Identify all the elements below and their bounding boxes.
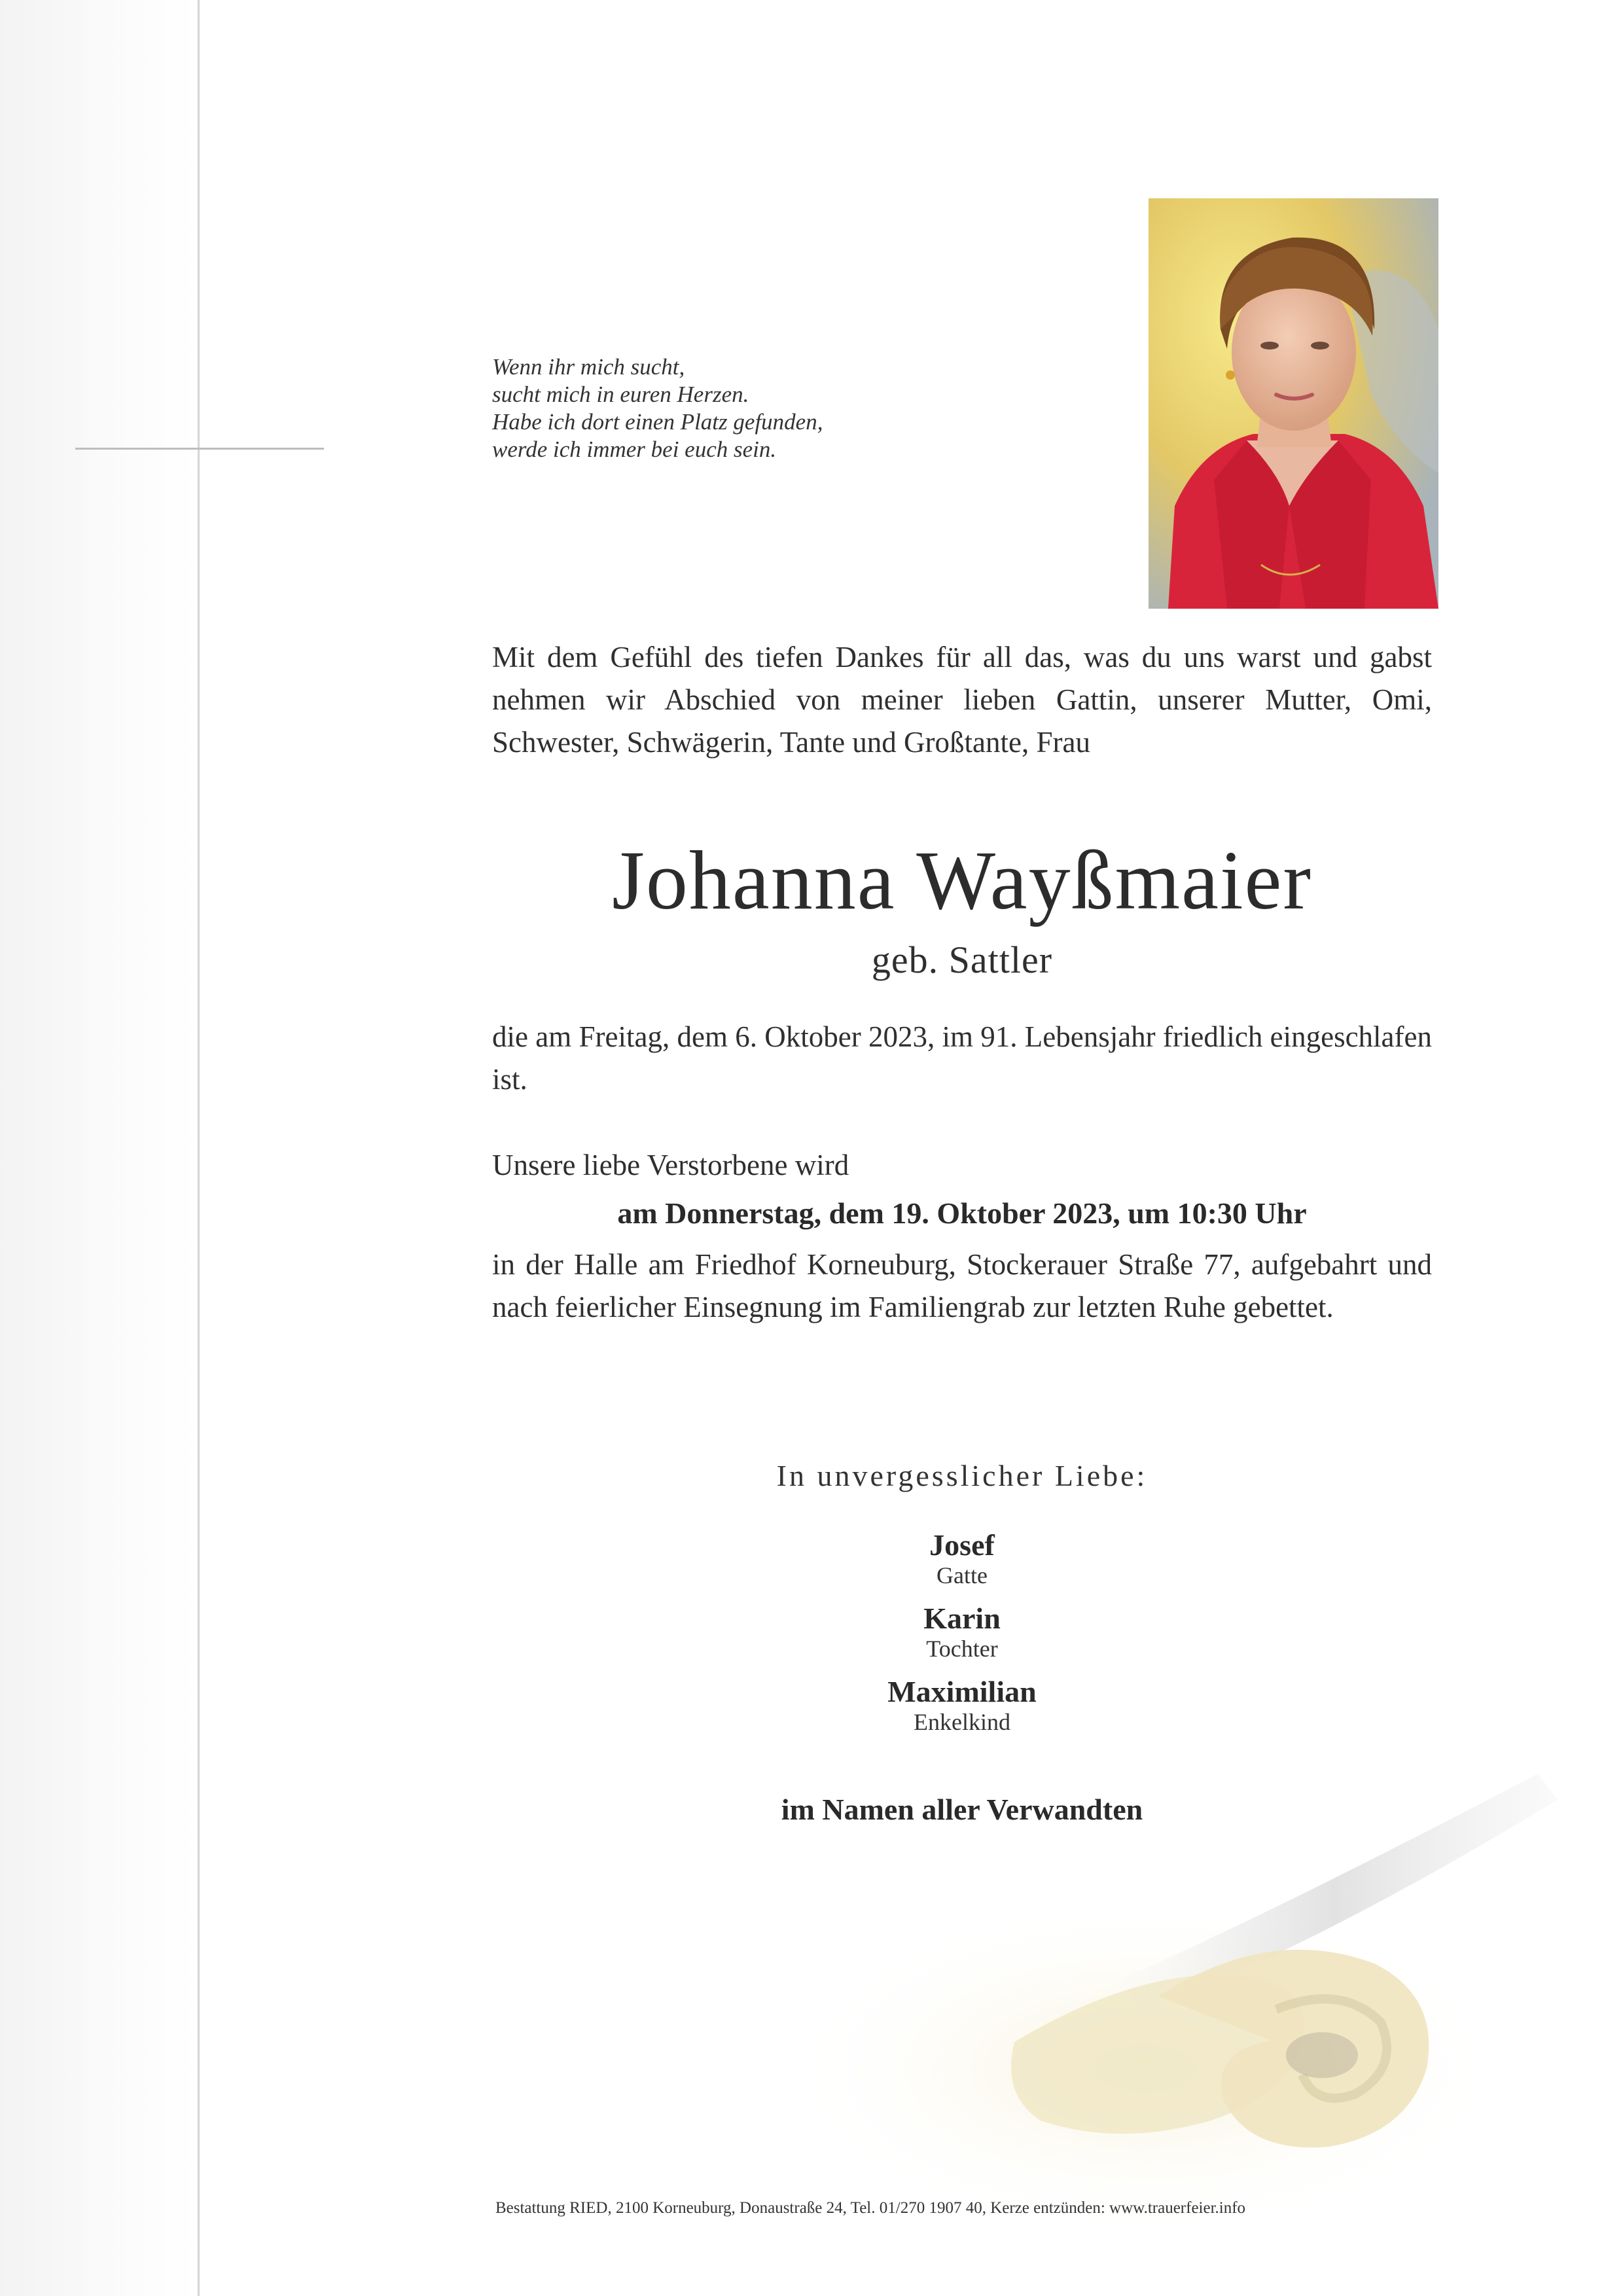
verse-line: werde ich immer bei euch sein. bbox=[492, 437, 777, 462]
mourner-relation: Tochter bbox=[926, 1636, 998, 1662]
verse-line: Wenn ihr mich sucht, bbox=[492, 354, 685, 380]
portrait-photo bbox=[1149, 198, 1438, 609]
deceased-name: Johanna Wayßmaier bbox=[612, 834, 1312, 927]
vertical-fold-line bbox=[198, 0, 200, 2296]
verse-line: Habe ich dort einen Platz gefunden, bbox=[492, 409, 823, 435]
closing-line: im Namen aller Verwandten bbox=[781, 1793, 1143, 1826]
mourner-relation: Gatte bbox=[936, 1562, 988, 1588]
mourner-name: Maximilian bbox=[887, 1675, 1037, 1708]
funeral-home-footer bbox=[0, 2198, 1623, 2219]
footer-text: Bestattung RIED, 2100 Korneuburg, Donaustraße 24, Tel. 01/270 1907 40, Kerze entzünden: www.trauerfeier.info bbox=[495, 2199, 1246, 2217]
mourning-heading: In unvergesslicher Liebe: bbox=[776, 1459, 1148, 1492]
horizontal-fold-line bbox=[75, 448, 324, 450]
funeral-details: in der Halle am Friedhof Korneuburg, Stockerauer Straße 77, aufgebahrt und nach feierlicher Einsegnung im Familiengrab zur letzten Ruhe gebettet. bbox=[492, 1248, 1432, 1323]
death-notice-paragraph: die am Freitag, dem 6. Oktober 2023, im 91. Lebensjahr friedlich eingeschlafen ist. bbox=[492, 1020, 1432, 1096]
intro-paragraph: Mit dem Gefühl des tiefen Dankes für all das, was du uns warst und gabst nehmen wir Abschied von meiner lieben Gattin, unserer Mutter, Omi, Schwester, Schwägerin, Tante und Großtante, Frau bbox=[492, 641, 1432, 759]
mourner-name: Karin bbox=[923, 1602, 1001, 1635]
mourner-name: Josef bbox=[929, 1528, 995, 1562]
left-margin-band bbox=[0, 0, 198, 2296]
mourner-entry bbox=[492, 1602, 1432, 1675]
mourner-relation: Enkelkind bbox=[914, 1709, 1010, 1735]
portrait-image bbox=[1149, 198, 1438, 609]
funeral-intro: Unsere liebe Verstorbene wird bbox=[492, 1149, 849, 1181]
calla-lily-decoration bbox=[753, 1702, 1623, 2225]
verse-line: sucht mich in euren Herzen. bbox=[492, 382, 749, 407]
memorial-verse bbox=[492, 353, 950, 463]
maiden-name: geb. Sattler bbox=[871, 939, 1053, 981]
funeral-date: am Donnerstag, dem 19. Oktober 2023, um 10:30 Uhr bbox=[617, 1196, 1307, 1230]
mourner-entry bbox=[492, 1528, 1432, 1602]
